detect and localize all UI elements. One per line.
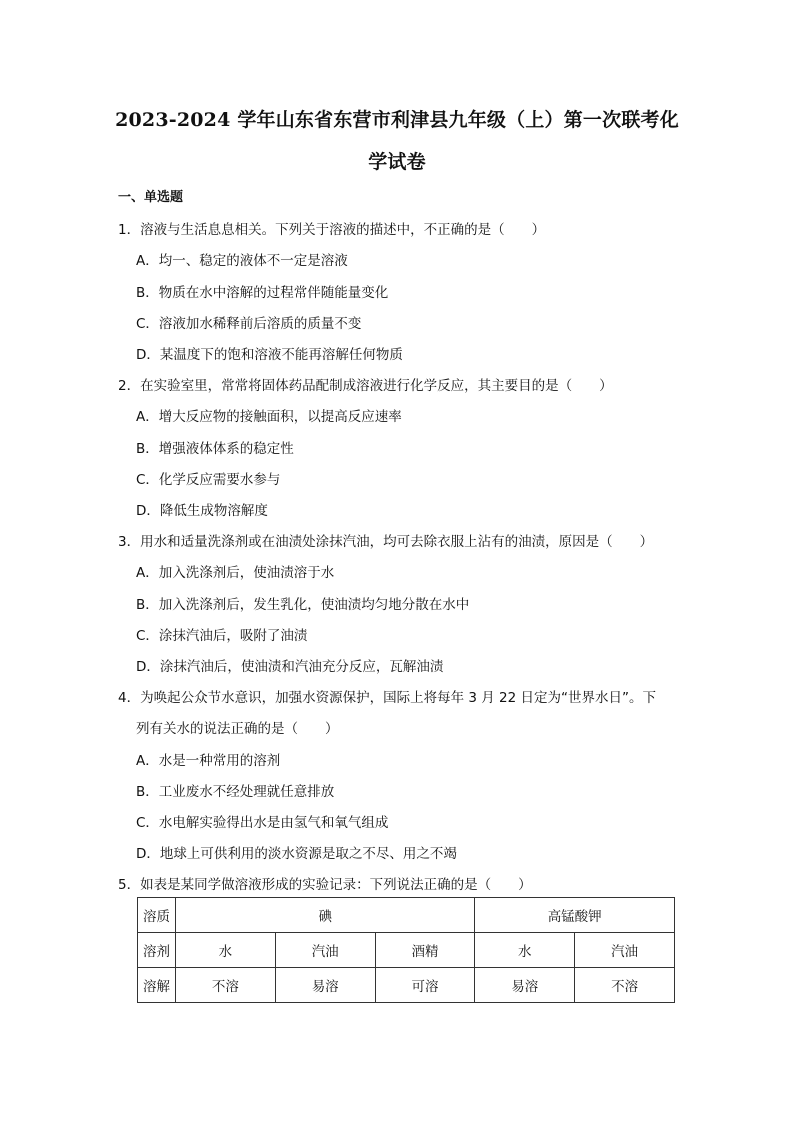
page-title-line2: 学试卷 [368,151,426,173]
question-1-stem: 1．溶液与生活息息相关。下列关于溶液的描述中，不正确的是（ ） [118,222,546,238]
table-cell: 不溶 [575,968,675,1003]
question-2-stem: 2．在实验室里，常常将固体药品配制成溶液进行化学反应，其主要目的是（ ） [118,378,613,394]
table-cell: 可溶 [375,968,475,1003]
table-row-dissolution [138,968,675,1003]
question-1-option-b: B．物质在水中溶解的过程常伴随能量变化 [136,285,389,301]
table-cell-iodine: 碘 [176,898,475,933]
table-cell: 不溶 [176,968,276,1003]
question-3-option-a: A．加入洗涤剂后，使油渍溶于水 [136,565,335,581]
question-1-option-c: C．溶液加水稀释前后溶质的质量不变 [136,316,362,332]
question-4-option-a: A．水是一种常用的溶剂 [136,753,281,769]
table-row-solute [138,898,675,933]
question-2-option-a: A．增大反应物的接触面积，以提高反应速率 [136,409,402,425]
table-cell: 易溶 [475,968,575,1003]
table-cell-potassium-permanganate: 高锰酸钾 [475,898,675,933]
question-1-option-a: A．均一、稳定的液体不一定是溶液 [136,253,348,269]
table-cell: 水 [176,933,276,968]
question-1-option-d: D．某温度下的饱和溶液不能再溶解任何物质 [136,347,403,363]
table-row-solvent [138,933,675,968]
section-heading: 一、单选题 [118,190,184,205]
experiment-table [137,897,675,1003]
table-cell: 汽油 [275,933,375,968]
question-4-stem-line1: 4．为唤起公众节水意识，加强水资源保护，国际上将每年 3 月 22 日定为“世界水日”。下 [118,690,657,706]
table-cell: 汽油 [575,933,675,968]
question-3-option-c: C．涂抹汽油后，吸附了油渍 [136,628,308,644]
table-cell: 酒精 [375,933,475,968]
question-5-stem: 5．如表是某同学做溶液形成的实验记录：下列说法正确的是（ ） [118,877,532,893]
question-3-option-b: B．加入洗涤剂后，发生乳化，使油渍均匀地分散在水中 [136,597,470,613]
table-cell: 易溶 [275,968,375,1003]
question-2-option-c: C．化学反应需要水参与 [136,472,281,488]
question-4-option-c: C．水电解实验得出水是由氢气和氧气组成 [136,815,389,831]
question-4-stem-line2: 列有关水的说法正确的是（ ） [136,721,339,737]
question-4-option-d: D．地球上可供利用的淡水资源是取之不尽、用之不竭 [136,846,457,862]
question-2-option-d: D．降低生成物溶解度 [136,503,268,519]
question-4-option-b: B．工业废水不经处理就任意排放 [136,784,335,800]
table-cell-solvent-head: 溶剂 [138,933,176,968]
question-3-option-d: D．涂抹汽油后，使油渍和汽油充分反应，瓦解油渍 [136,659,444,675]
table-cell: 水 [475,933,575,968]
table-cell-solute-head: 溶质 [138,898,176,933]
table-cell-dissolution-head: 溶解 [138,968,176,1003]
question-2-option-b: B．增强液体体系的稳定性 [136,441,294,457]
page-title-line1: 2023-2024 学年山东省东营市利津县九年级（上）第一次联考化 [115,109,679,131]
question-3-stem: 3．用水和适量洗涤剂或在油渍处涂抹汽油，均可去除衣服上沾有的油渍，原因是（ ） [118,534,654,550]
